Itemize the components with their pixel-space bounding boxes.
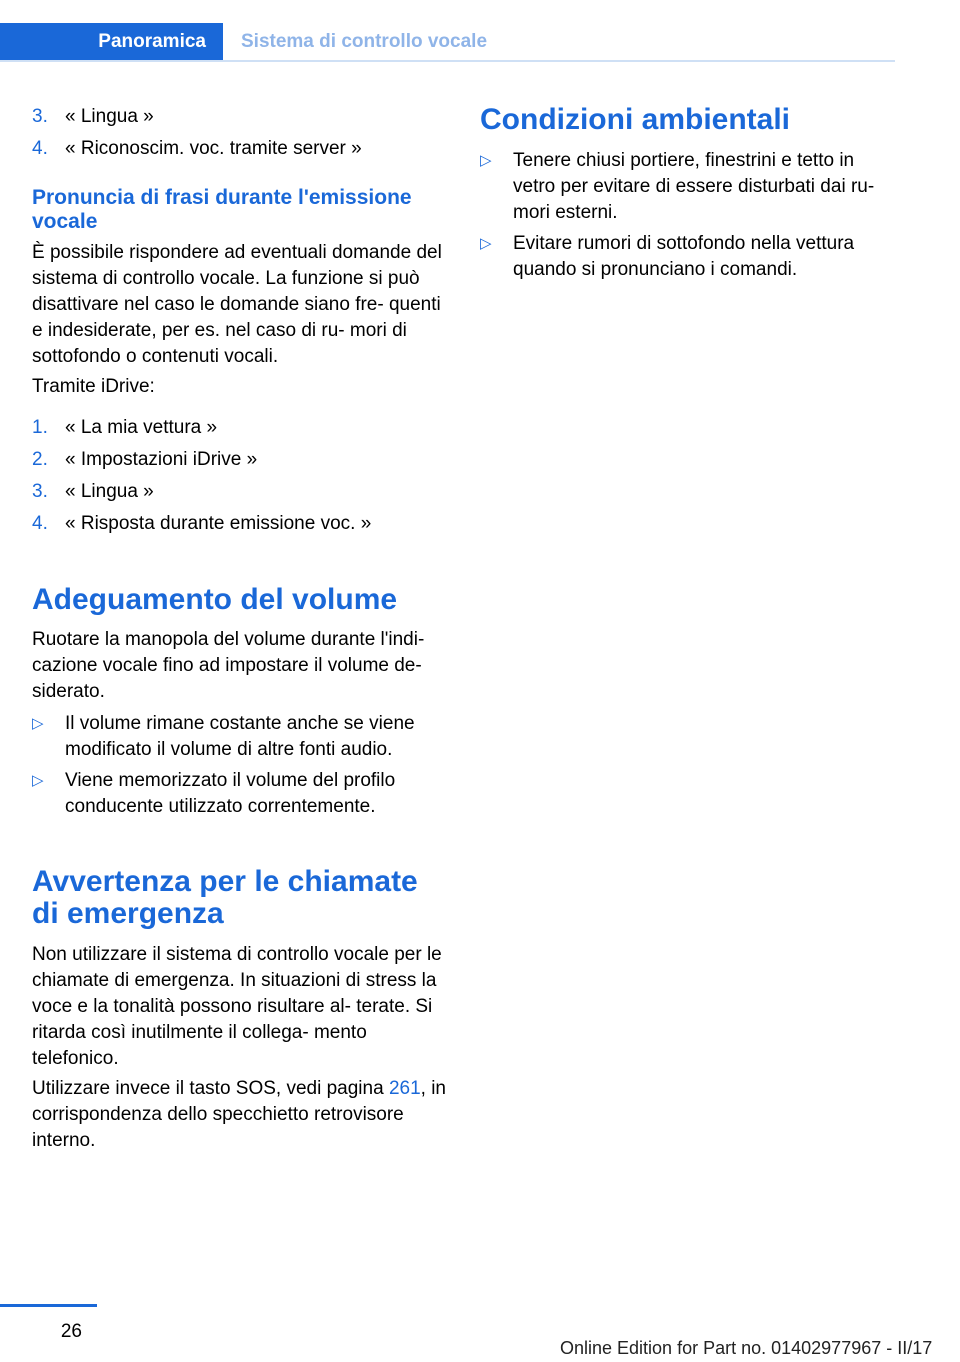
list-item-text: « La mia vettura » xyxy=(65,417,218,438)
list-item-text: « Impostazioni iDrive » xyxy=(65,449,258,470)
bullet-text: Evitare rumori di sottofondo nella vettura quando si pronunciano i comandi. xyxy=(513,233,855,280)
paragraph-volume: Ruotare la manopola del volume durante l'indi- cazione vocale fino ad impostare il volume de- siderato. xyxy=(32,629,425,702)
bullet-text: Il volume rimane costante anche se viene modificato il volume di altre fonti audio. xyxy=(65,713,415,760)
list-number: 3. xyxy=(32,106,48,127)
list-item-text: « Lingua » xyxy=(65,106,154,127)
paragraph-emergenza: Non utilizzare il sistema di controllo vocale per le chiamate di emergenza. In situazioni di stress la voce e la tonalità possono risultare al- terate. Si ritarda così inutilmente il collega- mento telefonico. xyxy=(32,944,442,1069)
list-item-text: « Lingua » xyxy=(65,481,154,502)
bullet-item xyxy=(480,231,900,283)
sos-text-end: , in corrispondenza dello specchietto retrovisore interno. xyxy=(32,1078,447,1151)
tab-panoramica-label: Panoramica xyxy=(98,31,206,52)
bullet-item xyxy=(32,768,452,820)
list-item xyxy=(32,136,452,162)
list-number: 3. xyxy=(32,481,48,502)
tab-section-label: Sistema di controllo vocale xyxy=(241,31,488,52)
footer-rule xyxy=(0,1304,97,1307)
list-number: 4. xyxy=(32,138,48,159)
sos-text: Utilizzare invece il tasto SOS, vedi pagina xyxy=(32,1078,389,1099)
footer-edition: Online Edition for Part no. 01402977967 - II/17 xyxy=(560,1338,933,1358)
page-link[interactable]: 261 xyxy=(388,1078,421,1099)
bullet-text: Tenere chiusi portiere, finestrini e tetto in vetro per evitare di essere disturbati dai ru- mori esterni. xyxy=(513,150,875,223)
bullet-icon: ▷ xyxy=(480,152,492,169)
tab-sistema-controllo-vocale[interactable] xyxy=(241,23,487,61)
bullet-item xyxy=(480,148,900,226)
list-number: 2. xyxy=(32,449,48,470)
heading-line: di emergenza xyxy=(32,897,224,930)
page-number: 26 xyxy=(60,1321,82,1342)
list-item xyxy=(32,447,452,473)
list-number: 4. xyxy=(32,513,48,534)
list-item xyxy=(32,415,452,441)
heading-volume: Adeguamento del volume xyxy=(32,583,398,616)
bullet-icon: ▷ xyxy=(32,772,44,789)
heading-pronuncia xyxy=(32,186,452,234)
list-item xyxy=(32,104,452,130)
paragraph-sos xyxy=(32,1076,452,1154)
heading-line: Avvertenza per le chiamate xyxy=(32,865,418,898)
bullet-item xyxy=(32,711,452,763)
heading-line: vocale xyxy=(32,210,98,233)
heading-line: Pronuncia di frasi durante l'emissione xyxy=(32,186,412,209)
heading-emergenza xyxy=(32,866,452,930)
header-divider xyxy=(0,60,895,62)
bullet-icon: ▷ xyxy=(480,235,492,252)
list-number: 1. xyxy=(32,417,48,438)
list-item xyxy=(32,479,452,505)
list-item-text: « Riconoscim. voc. tramite server » xyxy=(65,138,362,159)
bullet-text: Viene memorizzato il volume del profilo conducente utilizzato correntemente. xyxy=(65,770,396,817)
paragraph-pronuncia: È possibile rispondere ad eventuali domande del sistema di controllo vocale. La funzione si può disattivare nel caso le domande siano fre- quenti e indesiderate, per es. nel caso di ru- mori di sottofondo o contenuti vocali. xyxy=(32,242,442,367)
list-item-text: « Risposta durante emissione voc. » xyxy=(65,513,372,534)
tab-panoramica[interactable] xyxy=(0,23,223,61)
paragraph-tramite: Tramite iDrive: xyxy=(32,376,155,397)
list-item xyxy=(32,511,452,537)
bullet-icon: ▷ xyxy=(32,715,44,732)
heading-condizioni: Condizioni ambientali xyxy=(480,103,791,136)
